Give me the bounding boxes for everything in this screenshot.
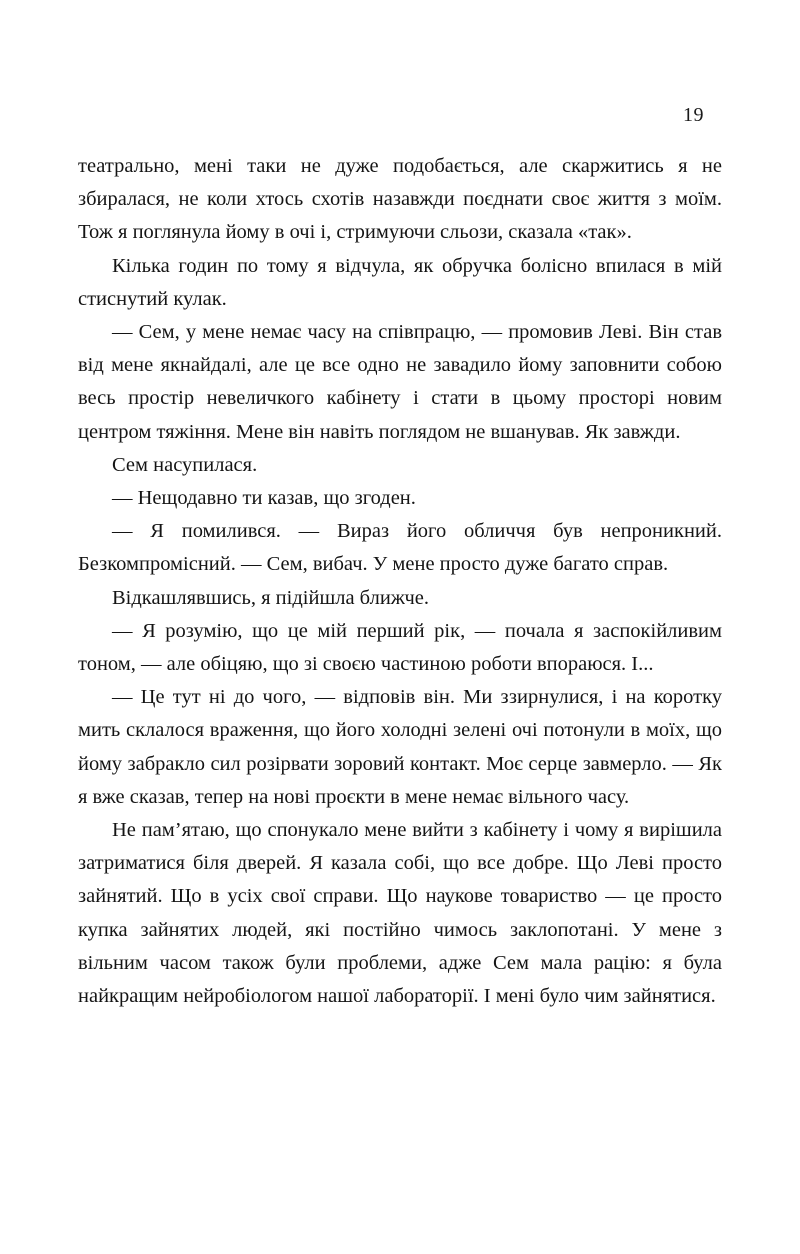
paragraph: — Я розумію, що це мій перший рік, — почала я заспокійливим тоном, — але обіцяю, що зі своєю частиною роботи впораюся. І... [78,619,722,676]
paragraph: Відкашлявшись, я підійшла ближче. [112,586,429,609]
paragraph: — Я помилився. — Вираз його обличчя був непроникний. Безкомпромісний. — Сем, вибач. У мене просто дуже багато справ. [78,520,722,576]
paragraph: Не пам’ятаю, що спонукало мене вийти з кабінету і чому я вирішила затриматися біля дверей. Я казала собі, що все добре. Що Леві просто зайнятий. Що в усіх свої справи. Що наукове товариство — це просто купка зайнятих людей, які постійно чимось заклопотані. У мене з вільним часом також були проблеми, адже Сем мала рацію: я була найкращим нейробіологом нашої лабораторії. І мені було чим зайнятися. [78,819,722,1008]
body-text [78,150,722,1013]
paragraph: Сем насупилася. [112,453,258,476]
paragraph: — Це тут ні до чого, — відповів він. Ми ззирнулися, і на коротку мить склалося враження, що його холодні зелені очі потонули в моїх, що йому забракло сил розірвати зоровий контакт. Моє серце завмерло. — Як я вже сказав, тепер на нові проєкти в мене немає вільного часу. [78,686,722,808]
paragraph: — Сем, у мене немає часу на співпрацю, — промовив Леві. Він став від мене якнайдалі, але це все одно не завадило йому заповнити собою весь простір невеличкого кабінету і стати в цьому просторі новим центром тяжіння. Мене він навіть поглядом не вшанував. Як завжди. [78,321,722,443]
paragraph: — Нещодавно ти казав, що згоден. [112,487,416,510]
paragraph: театрально, мені таки не дуже подобається, але скаржитись я не збиралася, не коли хтось схотів назавжди поєднати своє життя з моїм. Тож я поглянула йому в очі і, стримуючи сльози, сказала «так». [78,155,722,244]
page-number: 19 [683,104,704,126]
paragraph: Кілька годин по тому я відчула, як обручка болісно впилася в мій стиснутий кулак. [78,254,722,310]
